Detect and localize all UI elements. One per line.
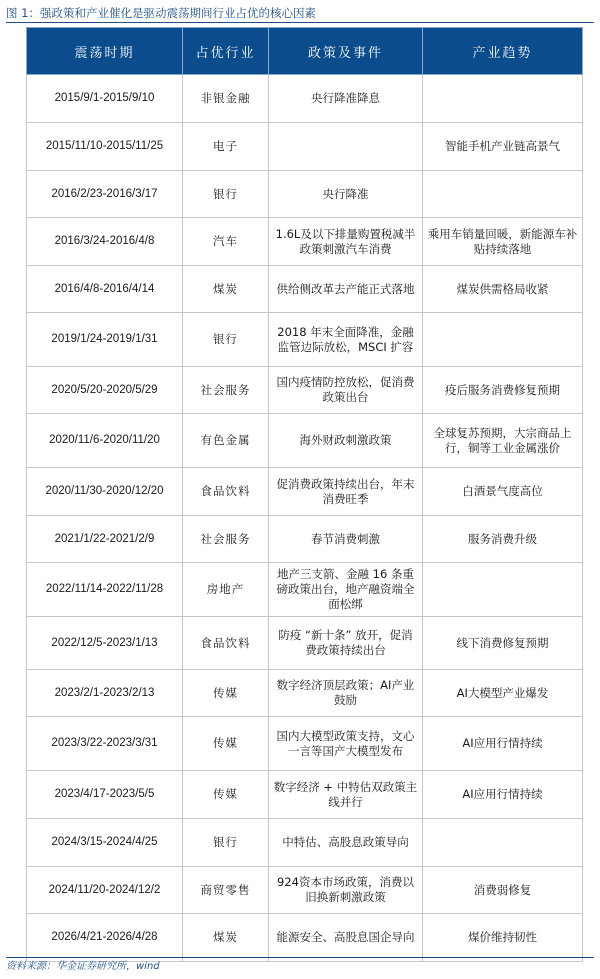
period-cell: 2024/11/20-2024/12/2 bbox=[27, 867, 183, 914]
trend-cell: 线下消费修复预期 bbox=[423, 617, 583, 670]
source-note: 资料来源：华金证券研究所，wind bbox=[6, 957, 594, 978]
table-row bbox=[27, 819, 583, 867]
table-row bbox=[27, 313, 583, 367]
industry-cell: 银行 bbox=[183, 819, 269, 867]
industry-cell: 传媒 bbox=[183, 670, 269, 717]
industry-cell: 银行 bbox=[183, 313, 269, 367]
table-row bbox=[27, 123, 583, 171]
trend-cell: 煤炭供需格局收紧 bbox=[423, 266, 583, 313]
trend-cell: 服务消费升级 bbox=[423, 516, 583, 563]
table-row bbox=[27, 771, 583, 819]
industry-cell: 食品饮料 bbox=[183, 468, 269, 516]
trend-cell bbox=[423, 171, 583, 218]
period-cell: 2023/3/22-2023/3/31 bbox=[27, 717, 183, 771]
industry-cell: 社会服务 bbox=[183, 516, 269, 563]
trend-cell: 疫后服务消费修复预期 bbox=[423, 367, 583, 414]
industry-cell: 商贸零售 bbox=[183, 867, 269, 914]
industry-cell: 房地产 bbox=[183, 563, 269, 617]
table-row bbox=[27, 171, 583, 218]
period-cell: 2026/4/21-2026/4/28 bbox=[27, 914, 183, 962]
period-cell: 2020/11/30-2020/12/20 bbox=[27, 468, 183, 516]
table-row bbox=[27, 717, 583, 771]
policy-cell: 中特估、高股息政策导向 bbox=[269, 819, 423, 867]
period-cell: 2023/2/1-2023/2/13 bbox=[27, 670, 183, 717]
column-header-trend: 产业趋势 bbox=[423, 28, 583, 75]
industry-policy-table bbox=[26, 27, 583, 962]
trend-cell: 消费弱修复 bbox=[423, 867, 583, 914]
column-header-policy: 政策及事件 bbox=[269, 28, 423, 75]
industry-cell: 传媒 bbox=[183, 717, 269, 771]
table-row bbox=[27, 367, 583, 414]
industry-cell: 有色金属 bbox=[183, 414, 269, 468]
period-cell: 2016/4/8-2016/4/14 bbox=[27, 266, 183, 313]
table-row bbox=[27, 617, 583, 670]
period-cell: 2015/9/1-2015/9/10 bbox=[27, 75, 183, 123]
policy-cell: 国内大模型政策支持，文心一言等国产大模型发布 bbox=[269, 717, 423, 771]
trend-cell: AI应用行情持续 bbox=[423, 717, 583, 771]
title-divider bbox=[6, 22, 594, 23]
trend-cell bbox=[423, 313, 583, 367]
trend-cell bbox=[423, 75, 583, 123]
period-cell: 2020/5/20-2020/5/29 bbox=[27, 367, 183, 414]
table-row bbox=[27, 670, 583, 717]
policy-cell: 数字经济顶层政策；AI产业鼓励 bbox=[269, 670, 423, 717]
table-body bbox=[27, 75, 583, 962]
policy-cell: 地产三支箭、金融 16 条重磅政策出台，地产融资端全面松绑 bbox=[269, 563, 423, 617]
table-header bbox=[27, 28, 583, 75]
trend-cell: 智能手机产业链高景气 bbox=[423, 123, 583, 171]
industry-cell: 银行 bbox=[183, 171, 269, 218]
industry-cell: 社会服务 bbox=[183, 367, 269, 414]
table-row bbox=[27, 414, 583, 468]
policy-cell: 能源安全、高股息国企导向 bbox=[269, 914, 423, 962]
trend-cell bbox=[423, 819, 583, 867]
industry-cell: 汽车 bbox=[183, 218, 269, 266]
policy-cell: 数字经济 + 中特估双政策主线并行 bbox=[269, 771, 423, 819]
industry-cell: 煤炭 bbox=[183, 266, 269, 313]
industry-cell: 传媒 bbox=[183, 771, 269, 819]
trend-cell: 煤价维持韧性 bbox=[423, 914, 583, 962]
column-header-period: 震荡时期 bbox=[27, 28, 183, 75]
trend-cell: AI应用行情持续 bbox=[423, 771, 583, 819]
policy-cell: 促消费政策持续出台，年末消费旺季 bbox=[269, 468, 423, 516]
policy-cell: 春节消费刺激 bbox=[269, 516, 423, 563]
policy-cell: 央行降准 bbox=[269, 171, 423, 218]
column-header-industry: 占优行业 bbox=[183, 28, 269, 75]
policy-cell bbox=[269, 123, 423, 171]
period-cell: 2022/12/5-2023/1/13 bbox=[27, 617, 183, 670]
trend-cell: AI大模型产业爆发 bbox=[423, 670, 583, 717]
trend-cell: 全球复苏预期，大宗商品上行，铜等工业金属涨价 bbox=[423, 414, 583, 468]
policy-cell: 2018 年末全面降准，金融监管边际放松，MSCI 扩容 bbox=[269, 313, 423, 367]
table-row bbox=[27, 516, 583, 563]
policy-cell: 1.6L及以下排量购置税减半政策刺激汽车消费 bbox=[269, 218, 423, 266]
policy-cell: 防疫 “新十条” 放开，促消费政策持续出台 bbox=[269, 617, 423, 670]
policy-cell: 海外财政刺激政策 bbox=[269, 414, 423, 468]
period-cell: 2020/11/6-2020/11/20 bbox=[27, 414, 183, 468]
table-row bbox=[27, 914, 583, 962]
period-cell: 2024/3/15-2024/4/25 bbox=[27, 819, 183, 867]
trend-cell: 白酒景气度高位 bbox=[423, 468, 583, 516]
table-row bbox=[27, 867, 583, 914]
table-row bbox=[27, 563, 583, 617]
policy-cell: 供给侧改革去产能正式落地 bbox=[269, 266, 423, 313]
figure-title: 图 1：强政策和产业催化是驱动震荡期间行业占优的核心因素 bbox=[6, 6, 316, 20]
industry-cell: 食品饮料 bbox=[183, 617, 269, 670]
policy-cell: 国内疫情防控放松，促消费政策出台 bbox=[269, 367, 423, 414]
period-cell: 2019/1/24-2019/1/31 bbox=[27, 313, 183, 367]
period-cell: 2016/2/23-2016/3/17 bbox=[27, 171, 183, 218]
period-cell: 2015/11/10-2015/11/25 bbox=[27, 123, 183, 171]
table-row bbox=[27, 468, 583, 516]
industry-cell: 电子 bbox=[183, 123, 269, 171]
trend-cell: 乘用车销量回暖，新能源车补贴持续落地 bbox=[423, 218, 583, 266]
period-cell: 2021/1/22-2021/2/9 bbox=[27, 516, 183, 563]
table-row bbox=[27, 218, 583, 266]
table-row bbox=[27, 75, 583, 123]
period-cell: 2023/4/17-2023/5/5 bbox=[27, 771, 183, 819]
industry-cell: 非银金融 bbox=[183, 75, 269, 123]
industry-cell: 煤炭 bbox=[183, 914, 269, 962]
period-cell: 2022/11/14-2022/11/28 bbox=[27, 563, 183, 617]
period-cell: 2016/3/24-2016/4/8 bbox=[27, 218, 183, 266]
table-row bbox=[27, 266, 583, 313]
trend-cell bbox=[423, 563, 583, 617]
policy-cell: 924资本市场政策，消费以旧换新刺激政策 bbox=[269, 867, 423, 914]
policy-cell: 央行降准降息 bbox=[269, 75, 423, 123]
